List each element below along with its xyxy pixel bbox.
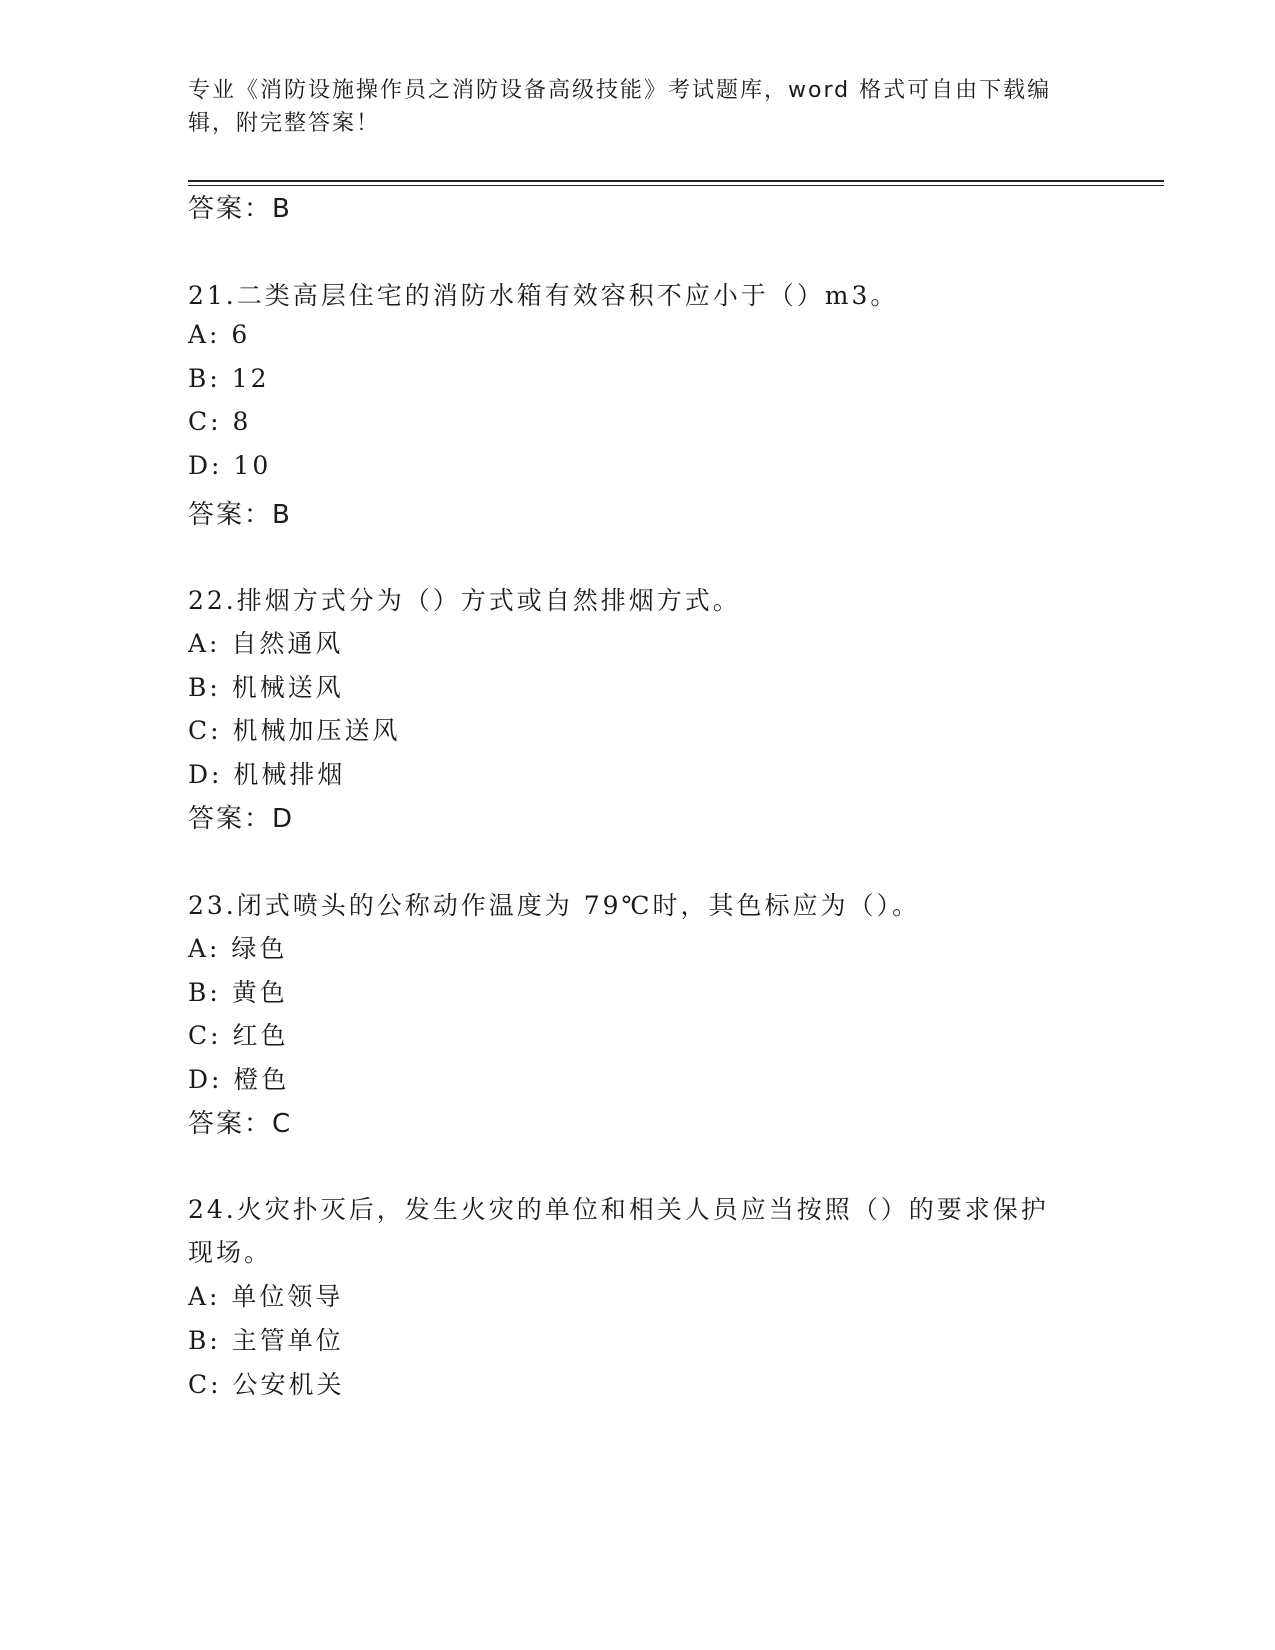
answer-label: 答案：C [188,1109,293,1139]
answer-label: 答案：B [188,194,292,224]
option-b: B: 12 [188,364,270,393]
option-b: B: 机械送风 [188,673,344,702]
option-d: D: 橙色 [188,1065,290,1094]
option-a: A: 6 [188,320,251,349]
option-b: B: 黄色 [188,978,288,1007]
answer-label: 答案：D [188,804,295,834]
option-c: C: 公安机关 [188,1370,345,1399]
page-header [188,74,1088,140]
header-rule-thick [188,180,1164,182]
question-stem: 22.排烟方式分为（）方式或自然排烟方式。 [188,586,741,615]
option-c: C: 红色 [188,1021,289,1050]
option-a: A: 单位领导 [188,1282,344,1311]
question-stem-line-2: 现场。 [188,1238,273,1267]
question-stem-line-1: 24.火灾扑灭后，发生火灾的单位和相关人员应当按照（）的要求保护 [188,1195,1049,1224]
option-c: C: 8 [188,407,252,436]
option-a: A: 绿色 [188,934,288,963]
header-line-1: 专业《消防设施操作员之消防设备高级技能》考试题库，word 格式可自由下载编 [188,78,1052,103]
question-stem: 21.二类高层住宅的消防水箱有效容积不应小于（）m3。 [188,281,899,310]
option-d: D: 10 [188,451,272,480]
option-a: A: 自然通风 [188,629,344,658]
question-stem: 23.闭式喷头的公称动作温度为 79℃时，其色标应为（）。 [188,891,920,920]
answer-label: 答案：B [188,500,292,530]
option-c: C: 机械加压送风 [188,716,401,745]
header-line-2: 辑，附完整答案！ [188,111,381,136]
option-b: B: 主管单位 [188,1326,344,1355]
header-rule-thin [188,185,1164,186]
option-d: D: 机械排烟 [188,760,346,789]
